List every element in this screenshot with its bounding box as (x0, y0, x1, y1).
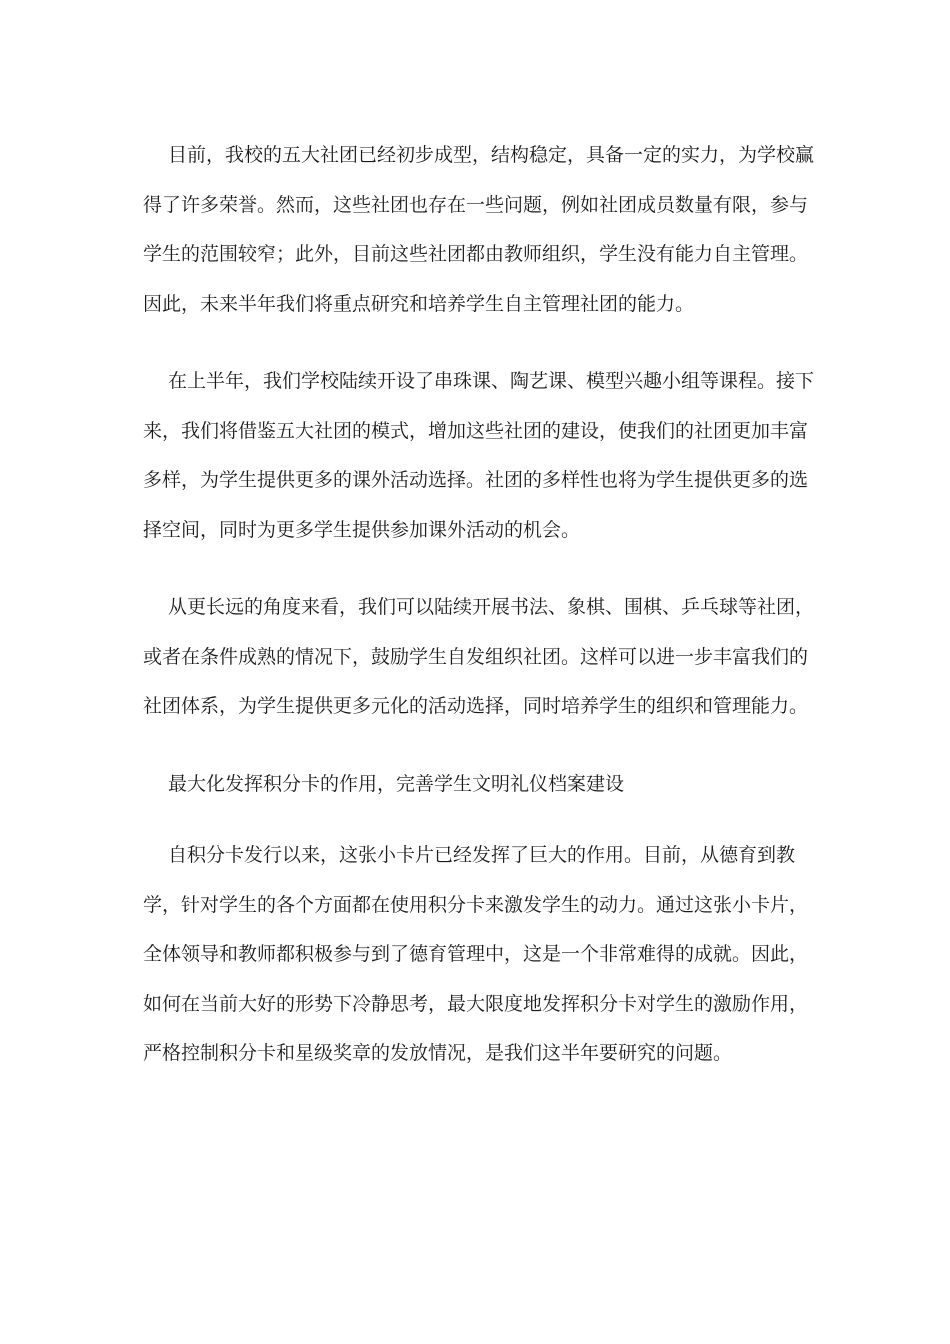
paragraph-points-card: 自积分卡发行以来，这张小卡片已经发挥了巨大的作用。目前，从德育到教学，针对学生的各个方面都在使用积分卡来激发学生的动力。通过这张小卡片，全体领导和教师都积极参与到了德育管理中，这是一个非常难得的成就。因此，如何在当前大好的形势下冷静思考，最大限度地发挥积分卡对学生的激励作用，严格控制积分卡和星级奖章的发放情况，是我们这半年要研究的问题。 (143, 844, 809, 1064)
paragraph-new-courses: 在上半年，我们学校陆续开设了串珠课、陶艺课、模型兴趣小组等课程。接下来，我们将借鉴五大社团的模式，增加这些社团的建设，使我们的社团更加丰富多样，为学生提供更多的课外活动选择。社团的多样性也将为学生提供更多的选择空间，同时为更多学生提供参加课外活动的机会。 (143, 370, 815, 541)
document-body (143, 131, 823, 1107)
paragraph-long-term-plan: 从更长远的角度来看，我们可以陆续开展书法、象棋、围棋、乒乓球等社团，或者在条件成熟的情况下，鼓励学生自发组织社团。这样可以进一步丰富我们的社团体系，为学生提供更多元化的活动选择，同时培养学生的组织和管理能力。 (143, 596, 815, 717)
section-heading-points-card: 最大化发挥积分卡的作用，完善学生文明礼仪档案建设 (168, 772, 625, 795)
paragraph-clubs-status: 目前，我校的五大社团已经初步成型，结构稳定，具备一定的实力，为学校赢得了许多荣誉。然而，这些社团也存在一些问题，例如社团成员数量有限，参与学生的范围较窄；此外，目前这些社团都由教师组织，学生没有能力自主管理。因此，未来半年我们将重点研究和培养学生自主管理社团的能力。 (143, 144, 815, 315)
